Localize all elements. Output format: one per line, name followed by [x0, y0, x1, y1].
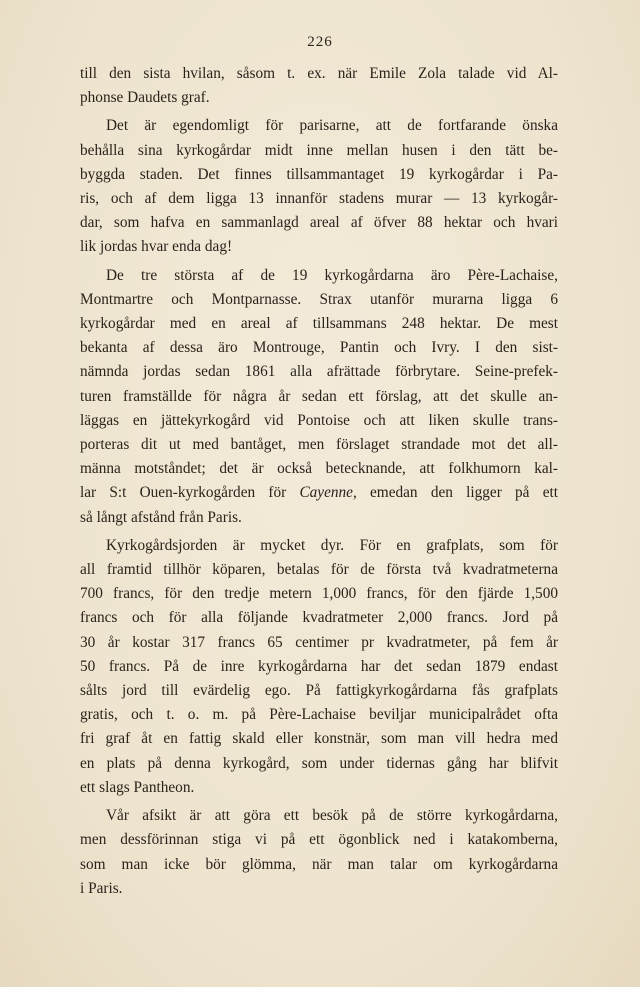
- text-line: phonse Daudets graf.: [80, 89, 210, 107]
- text-line: fri graf åt en fattig skald eller konstnär, som man vill hedra med: [80, 730, 558, 748]
- text-line: men dessförinnan stiga vi på ett ögonblick ned i katakomberna,: [80, 831, 558, 849]
- text-line: en plats på denna kyrkogård, som under tidernas gång har blifvit: [80, 754, 558, 772]
- italic-place-name: Cayenne: [299, 484, 353, 502]
- text-line: ris, och af dem ligga 13 innanför stadens murar — 13 kyrkogår-: [80, 190, 558, 208]
- text-line: bekanta af dessa äro Montrouge, Pantin och Ivry. I den sist-: [80, 339, 558, 357]
- text-line: 700 francs, för den tredje metern 1,000 francs, för den fjärde 1,500: [80, 585, 558, 603]
- text-line: porteras dit ut med bantåget, men förslaget strandade mot det all-: [80, 436, 558, 454]
- text-line: kyrkogårdar med en areal af tillsammans 248 hektar. De mest: [80, 315, 558, 333]
- text-line: Kyrkogårdsjorden är mycket dyr. För en grafplats, som för: [106, 536, 558, 554]
- text-line: till den sista hvilan, såsom t. ex. när Emile Zola talade vid Al-: [80, 65, 558, 82]
- text-line: 30 år kostar 317 francs 65 centimer pr kvadratmeter, på fem år: [80, 633, 558, 651]
- text-line: så långt afstånd från Paris.: [80, 508, 242, 526]
- text-line: dar, som hafva en sammanlagd areal af öfver 88 hektar och hvari: [80, 214, 558, 232]
- text-line: behålla sina kyrkogårdar midt inne mellan husen i den tätt be-: [80, 141, 558, 159]
- text-line: Montmartre och Montparnasse. Strax utanför murarna ligga 6: [80, 290, 558, 308]
- text-line: männa motståndet; det är också betecknande, att folkhumorn kal-: [80, 460, 558, 478]
- page-number: 226: [307, 34, 333, 50]
- text-line: som man icke bör glömma, när man talar om kyrkogårdarna: [80, 855, 558, 873]
- text-line: De tre största af de 19 kyrkogårdarna äro Père-Lachaise,: [106, 266, 558, 284]
- text-line: Det är egendomligt för parisarne, att de fortfarande önska: [106, 117, 558, 135]
- text-line: all framtid tillhör köparen, betalas för de första två kvadratmeterna: [80, 561, 558, 579]
- text-line: byggda staden. Det finnes tillsammantaget 19 kyrkogårdar i Pa-: [80, 165, 558, 183]
- body-text: [80, 62, 558, 901]
- text-line: läggas en jättekyrkogård vid Pontoise och att liken skulle trans-: [80, 411, 558, 429]
- text-line: lik jordas hvar enda dag!: [80, 238, 233, 256]
- text-line: sålts jord till evärdelig ego. På fattigkyrkogårdarna fås grafplats: [80, 682, 558, 700]
- text-line: gratis, och t. o. m. på Père-Lachaise beviljar municipalrådet ofta: [80, 706, 558, 724]
- text-line: 50 francs. På de inre kyrkogårdarna har det sedan 1879 endast: [80, 657, 558, 675]
- text-segment: lar S:t Ouen-kyrkogården för: [80, 484, 300, 502]
- text-line: turen framställde för några år sedan ett förslag, att det skulle an-: [80, 387, 558, 405]
- text-line: francs och för alla följande kvadratmeter 2,000 francs. Jord på: [80, 609, 558, 627]
- text-line: Vår afsikt är att göra ett besök på de större kyrkogårdarna,: [106, 807, 558, 825]
- text-line: [80, 481, 558, 505]
- text-line: nämnda jordas sedan 1861 alla afrättade förbrytare. Seine-prefek-: [80, 363, 558, 381]
- text-line: i Paris.: [80, 879, 123, 897]
- text-line: ett slags Pantheon.: [80, 778, 195, 796]
- text-segment: , emedan den ligger på ett: [352, 484, 558, 502]
